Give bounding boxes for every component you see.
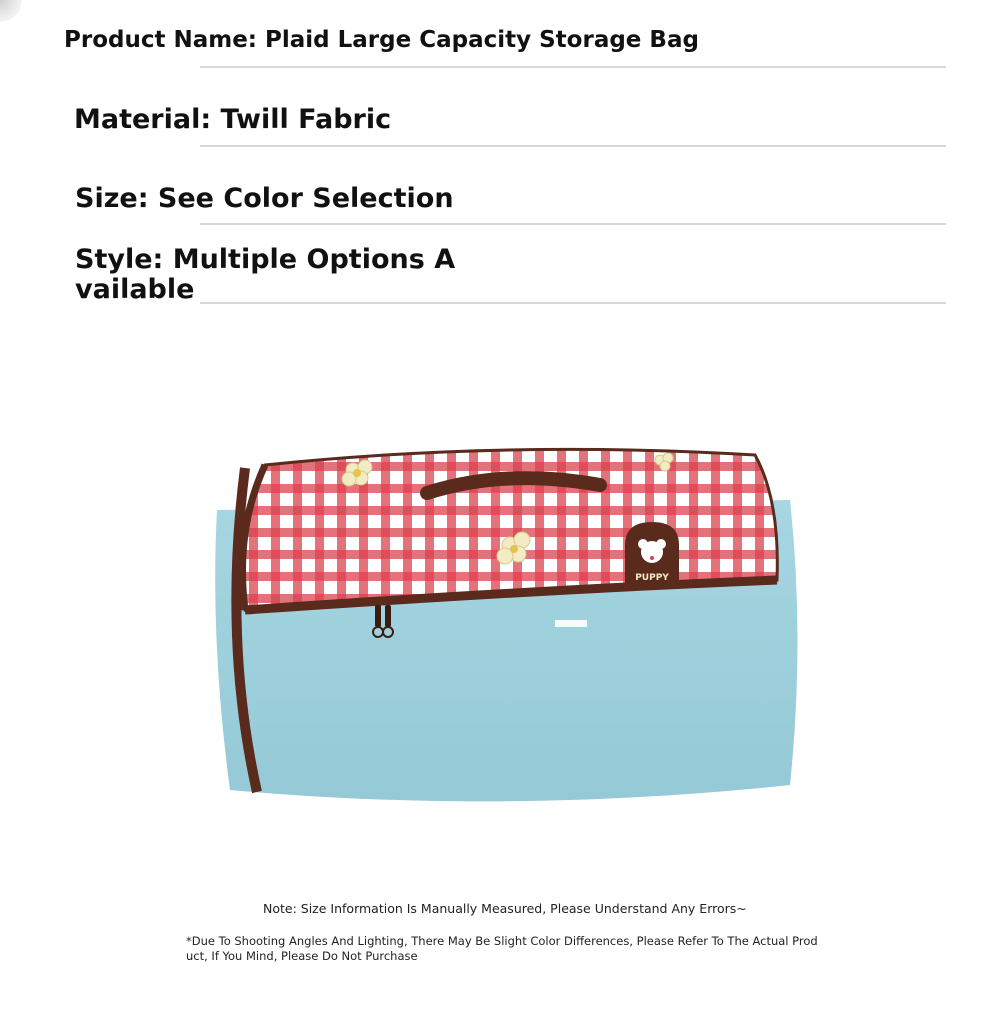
color-disclaimer-line-2: uct, If You Mind, Please Do Not Purchase — [186, 949, 418, 963]
storage-bag-image — [205, 440, 805, 815]
divider-line — [200, 223, 946, 225]
style-label-line-1: Style: Multiple Options A — [75, 244, 456, 275]
product-name-label: Product Name: Plaid Large Capacity Storage Bag — [64, 27, 699, 53]
size-label: Size: See Color Selection — [75, 183, 454, 214]
corner-decoration — [0, 0, 22, 22]
style-label — [75, 245, 455, 305]
divider-line — [200, 145, 946, 147]
puppy-badge — [625, 522, 679, 585]
divider-line — [200, 66, 946, 68]
material-label: Material: Twill Fabric — [74, 104, 392, 135]
bag-label-tag — [555, 620, 587, 627]
puppy-badge-text: PUPPY — [635, 573, 669, 583]
style-label-line-2: vailable — [75, 274, 195, 305]
color-disclaimer-line-1: *Due To Shooting Angles And Lighting, There May Be Slight Color Differences, Please Refer To The Actual Prod — [186, 934, 818, 948]
color-disclaimer — [186, 934, 826, 964]
divider-line — [200, 302, 946, 304]
measurement-note: Note: Size Information Is Manually Measured, Please Understand Any Errors~ — [263, 901, 747, 916]
